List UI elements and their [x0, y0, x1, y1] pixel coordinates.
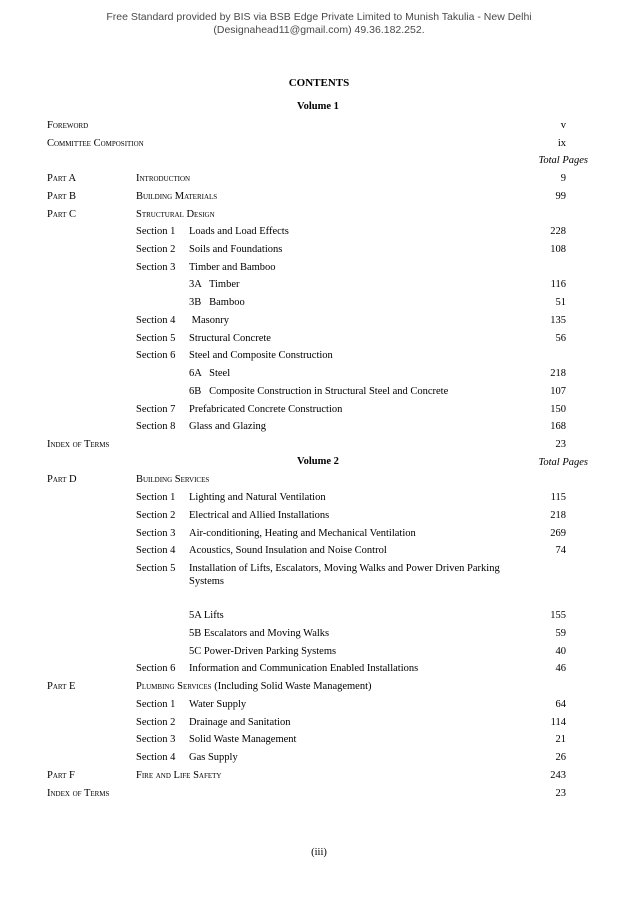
toc-label: Index of Terms	[47, 788, 110, 799]
section-title: Drainage and Sanitation	[189, 717, 291, 728]
section-label: Section 4	[136, 545, 176, 556]
toc-label: Foreword	[47, 120, 89, 131]
part-title: Introduction	[136, 173, 191, 184]
toc-page: 243	[550, 770, 566, 781]
section-title: Masonry	[189, 315, 229, 326]
toc-page: 64	[555, 699, 566, 710]
toc-row-part-e[interactable]	[0, 680, 638, 694]
toc-row-section[interactable]	[0, 491, 638, 505]
toc-row-section[interactable]	[0, 527, 638, 541]
part-label: Part B	[47, 191, 77, 202]
section-label: Section 3	[136, 262, 176, 273]
toc-page: v	[560, 120, 566, 131]
section-title: Electrical and Allied Installations	[189, 510, 330, 521]
toc-row-subsection[interactable]	[0, 627, 638, 641]
total-pages-header-1	[0, 154, 638, 168]
toc-page: 168	[550, 421, 566, 432]
section-title: Structural Concrete	[189, 333, 271, 344]
section-title: Loads and Load Effects	[189, 226, 289, 237]
section-label: Section 6	[136, 663, 176, 674]
toc-row-index-2[interactable]	[0, 787, 638, 801]
section-label: Section 4	[136, 752, 176, 763]
toc-row-index-1[interactable]	[0, 438, 638, 452]
watermark-line-2: (Designahead11@gmail.com) 49.36.182.252.	[213, 24, 425, 36]
section-label: Section 2	[136, 244, 176, 255]
watermark-line-1: Free Standard provided by BIS via BSB Edge Private Limited to Munish Takulia - New Delhi	[106, 11, 532, 23]
toc-row-section[interactable]	[0, 698, 638, 712]
total-pages-label: Total Pages	[538, 155, 588, 166]
toc-page: 21	[555, 734, 566, 745]
toc-row-section[interactable]	[0, 662, 638, 676]
subsection-title: 5A Lifts	[189, 610, 224, 621]
toc-page: 23	[555, 788, 566, 799]
toc-row-subsection[interactable]	[0, 609, 638, 623]
section-title: Solid Waste Management	[189, 734, 297, 745]
toc-page: 107	[550, 386, 566, 397]
toc-page: 59	[555, 628, 566, 639]
section-title: Air-conditioning, Heating and Mechanical Ventilation	[189, 528, 416, 539]
section-title: Steel and Composite Construction	[189, 350, 333, 361]
toc-page: 135	[550, 315, 566, 326]
section-label: Section 3	[136, 528, 176, 539]
volume-1-heading: Volume 1	[297, 101, 339, 112]
toc-row-part-a[interactable]	[0, 172, 638, 186]
page-number: (iii)	[311, 847, 327, 858]
section-title: Soils and Foundations	[189, 244, 283, 255]
subsection-title: 6A Steel	[189, 368, 231, 379]
section-title: Prefabricated Concrete Construction	[189, 404, 343, 415]
section-label: Section 4	[136, 315, 176, 326]
toc-label: Committee Composition	[47, 138, 144, 149]
toc-row-part-c[interactable]	[0, 208, 638, 222]
part-label: Part A	[47, 173, 77, 184]
toc-page: 9	[560, 173, 566, 184]
toc-row-subsection[interactable]	[0, 385, 638, 399]
section-title: Timber and Bamboo	[189, 262, 276, 273]
toc-row-section[interactable]	[0, 225, 638, 239]
part-title-smallcaps: Plumbing Services	[136, 681, 212, 692]
part-title-rest: (Including Solid Waste Management)	[211, 681, 372, 692]
volume-2-heading: Volume 2	[297, 456, 339, 467]
part-label: Part D	[47, 474, 77, 485]
toc-page: ix	[557, 138, 566, 149]
subsection-title: 5C Power-Driven Parking Systems	[189, 646, 337, 657]
toc-row-section[interactable]	[0, 243, 638, 257]
part-label: Part E	[47, 681, 76, 692]
part-title: Building Materials	[136, 191, 218, 202]
toc-page: 114	[550, 717, 566, 728]
toc-row-foreword[interactable]	[0, 119, 638, 133]
toc-page: 56	[555, 333, 566, 344]
total-pages-label: Total Pages	[538, 457, 588, 468]
toc-page: 155	[550, 610, 566, 621]
section-title: Gas Supply	[189, 752, 238, 763]
toc-page: 150	[550, 404, 566, 415]
section-title: Glass and Glazing	[189, 421, 266, 432]
toc-page: 51	[555, 297, 566, 308]
toc-label: Index of Terms	[47, 439, 110, 450]
toc-row-committee[interactable]	[0, 137, 638, 151]
toc-row-subsection[interactable]	[0, 296, 638, 310]
toc-page: 23	[555, 439, 566, 450]
section-title: Lighting and Natural Ventilation	[189, 492, 326, 503]
toc-row-part-f[interactable]	[0, 769, 638, 783]
toc-row-section[interactable]	[0, 314, 638, 328]
subsection-title: 6B Composite Construction in Structural Steel and Concrete	[189, 386, 449, 397]
section-title: Water Supply	[189, 699, 247, 710]
section-label: Section 5	[136, 563, 176, 574]
toc-row-section[interactable]	[0, 544, 638, 558]
toc-row-section[interactable]	[0, 509, 638, 523]
toc-row-section[interactable]	[0, 332, 638, 346]
subsection-title: 5B Escalators and Moving Walks	[189, 628, 330, 639]
toc-row-section-5[interactable]	[0, 562, 638, 590]
toc-page: 40	[555, 646, 566, 657]
part-title: Building Services	[136, 474, 210, 485]
toc-row-part-d[interactable]	[0, 473, 638, 487]
section-label: Section 3	[136, 734, 176, 745]
toc-page: 46	[555, 663, 566, 674]
page-title: CONTENTS	[288, 77, 350, 89]
toc-row-section[interactable]	[0, 733, 638, 747]
toc-page: 218	[550, 510, 566, 521]
toc-page: 99	[555, 191, 566, 202]
part-title: Structural Design	[136, 209, 215, 220]
toc-page: 115	[550, 492, 566, 503]
section-label: Section 5	[136, 333, 176, 344]
toc-page: 218	[550, 368, 566, 379]
section-title: Acoustics, Sound Insulation and Noise Control	[189, 545, 387, 556]
part-title: Fire and Life Safety	[136, 770, 222, 781]
toc-row-section[interactable]	[0, 420, 638, 434]
toc-row-section[interactable]	[0, 751, 638, 765]
toc-page: 269	[550, 528, 566, 539]
section-label: Section 2	[136, 717, 176, 728]
toc-page: 108	[550, 244, 566, 255]
section-title: Installation of Lifts, Escalators, Moving Walks and Power Driven Parking Systems	[189, 563, 500, 587]
toc-row-subsection[interactable]	[0, 645, 638, 659]
toc-row-section[interactable]	[0, 716, 638, 730]
subsection-title: 3A Timber	[189, 279, 240, 290]
toc-row-section[interactable]	[0, 261, 638, 275]
section-label: Section 7	[136, 404, 176, 415]
toc-row-section[interactable]	[0, 403, 638, 417]
toc-page: 116	[550, 279, 566, 290]
toc-row-part-b[interactable]	[0, 190, 638, 204]
part-title	[136, 680, 372, 694]
part-label: Part F	[47, 770, 75, 781]
toc-row-section[interactable]	[0, 349, 638, 363]
subsection-title: 3B Bamboo	[189, 297, 245, 308]
section-label: Section 1	[136, 226, 176, 237]
section-label: Section 2	[136, 510, 176, 521]
total-pages-header-2	[0, 456, 638, 470]
toc-row-subsection[interactable]	[0, 367, 638, 381]
toc-page: 228	[550, 226, 566, 237]
section-label: Section 8	[136, 421, 176, 432]
section-label: Section 6	[136, 350, 176, 361]
section-title: Information and Communication Enabled Installations	[189, 663, 419, 674]
toc-page: 26	[555, 752, 566, 763]
toc-row-subsection[interactable]	[0, 278, 638, 292]
toc-page: 74	[555, 545, 566, 556]
section-label: Section 1	[136, 492, 176, 503]
section-label: Section 1	[136, 699, 176, 710]
part-label: Part C	[47, 209, 77, 220]
